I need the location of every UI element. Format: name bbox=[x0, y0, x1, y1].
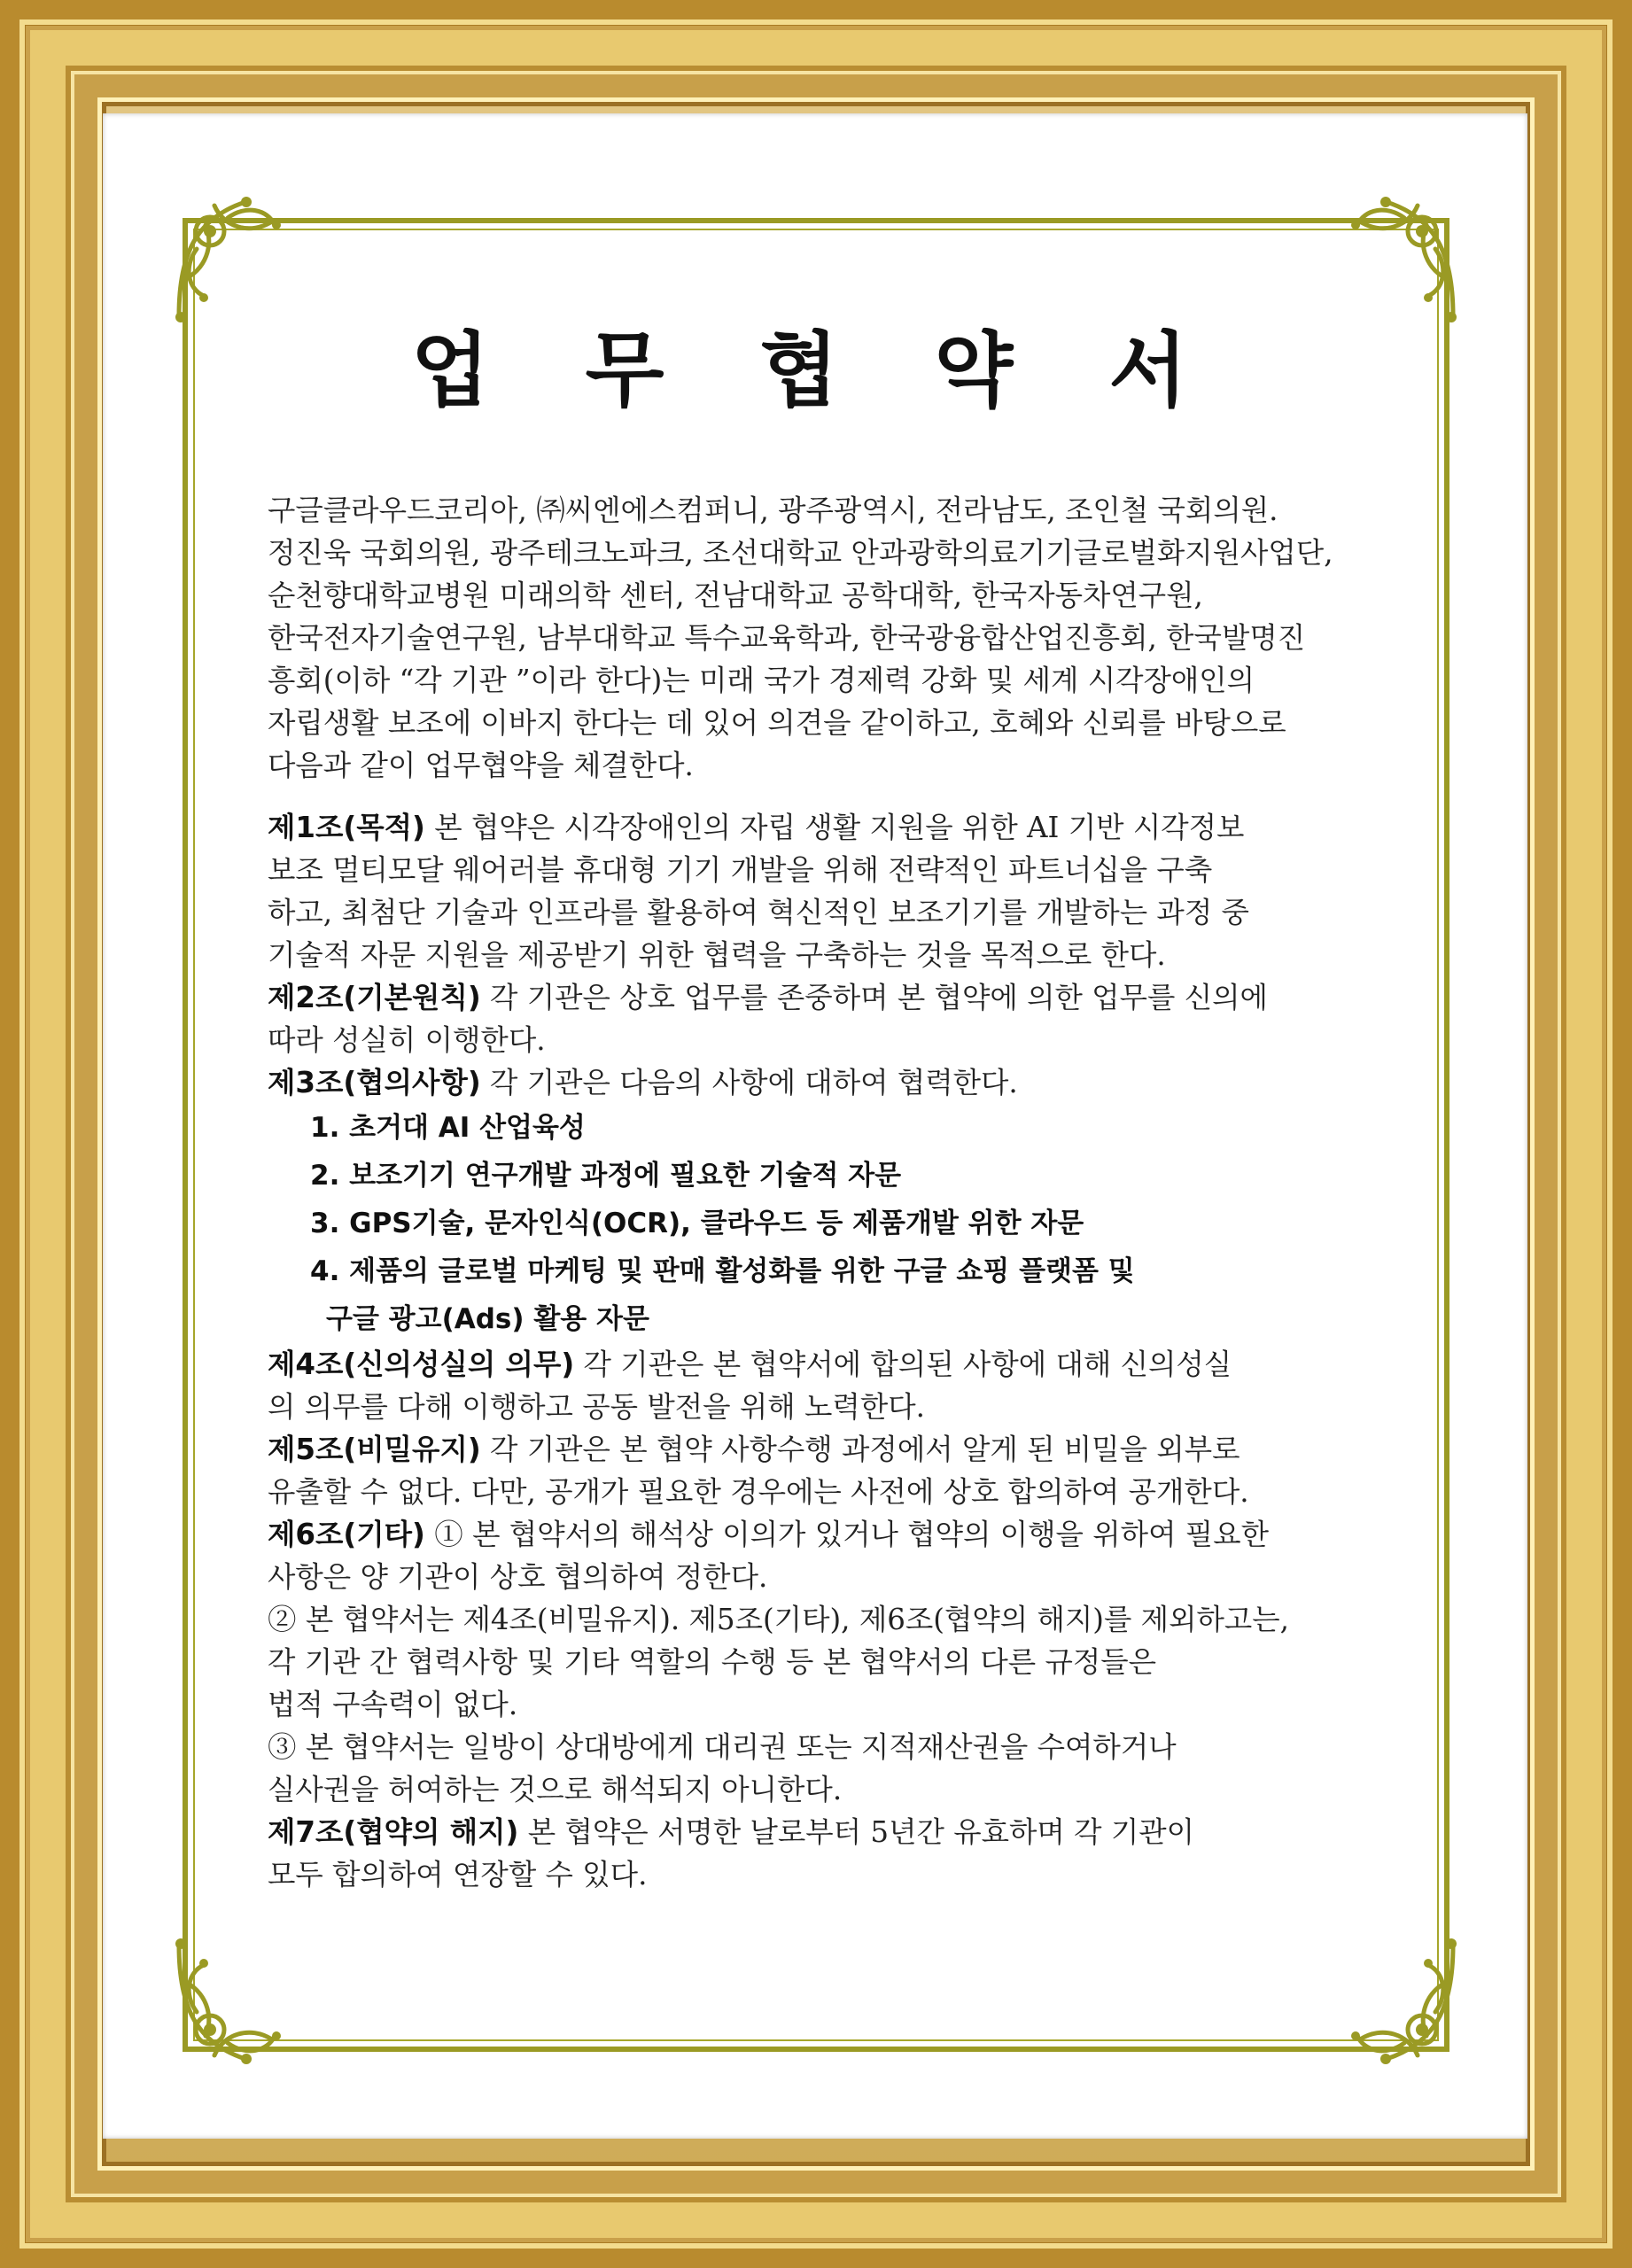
corner-ornament-icon bbox=[161, 183, 312, 333]
document-title: 업 무 협 약 서 bbox=[410, 323, 1222, 418]
article-text: 법적 구속력이 없다. bbox=[268, 1688, 518, 1721]
list-item-continuation: 구글 광고(Ads) 활용 자문 bbox=[326, 1303, 649, 1335]
article-heading: 제2조(기본원칙) bbox=[268, 981, 481, 1014]
article-text: 각 기관은 다음의 사항에 대하여 협력한다. bbox=[480, 1066, 1018, 1099]
preamble-line: 흥회(이하 “각 기관 ”이라 한다)는 미래 국가 경제력 강화 및 세계 시각장애인의 bbox=[268, 664, 1255, 697]
article-heading: 제1조(목적) bbox=[268, 811, 425, 844]
article-text: 각 기관은 본 협약 사항수행 과정에서 알게 된 비밀을 외부로 bbox=[480, 1433, 1240, 1466]
preamble bbox=[268, 489, 1366, 787]
article-text: 기술적 자문 지원을 제공받기 위한 협력을 구축하는 것을 목적으로 한다. bbox=[268, 938, 1166, 972]
article-text: 사항은 양 기관이 상호 협의하여 정한다. bbox=[268, 1560, 768, 1594]
article-heading: 제5조(비밀유지) bbox=[268, 1433, 481, 1466]
article-text: 따라 성실히 이행한다. bbox=[268, 1023, 546, 1057]
article-text: 유출할 수 없다. 다만, 공개가 필요한 경우에는 사전에 상호 합의하여 공개한다. bbox=[268, 1475, 1249, 1509]
article-text: 보조 멀티모달 웨어러블 휴대형 기기 개발을 위해 전략적인 파트너십을 구축 bbox=[268, 853, 1213, 887]
article-1 bbox=[268, 806, 1366, 976]
list-item: 1. 초거대 AI 산업육성 bbox=[310, 1112, 586, 1144]
article-heading: 제7조(협약의 해지) bbox=[268, 1815, 519, 1849]
corner-ornament-icon bbox=[161, 1928, 312, 2078]
agreement-body bbox=[268, 489, 1366, 1896]
preamble-line: 순천향대학교병원 미래의학 센터, 전남대학교 공학대학, 한국자동차연구원, bbox=[268, 579, 1203, 612]
preamble-line: 구글클라우드코리아, ㈜씨엔에스컴퍼니, 광주광역시, 전라남도, 조인철 국회의원. bbox=[268, 493, 1278, 527]
article-text: 본 협약은 서명한 날로부터 5년간 유효하며 각 기관이 bbox=[518, 1815, 1195, 1849]
list-item: 2. 보조기기 연구개발 과정에 필요한 기술적 자문 bbox=[310, 1160, 902, 1192]
corner-ornament-icon bbox=[1320, 183, 1471, 333]
article-text: 실사권을 허여하는 것으로 해석되지 아니한다. bbox=[268, 1773, 843, 1806]
article-text: 각 기관은 상호 업무를 존중하며 본 협약에 의한 업무를 신의에 bbox=[480, 981, 1268, 1014]
article-heading: 제4조(신의성실의 의무) bbox=[268, 1348, 575, 1381]
article-heading: 제3조(협의사항) bbox=[268, 1066, 481, 1099]
article-text: 각 기관은 본 협약서에 합의된 사항에 대해 신의성실 bbox=[574, 1348, 1232, 1381]
preamble-line: 자립생활 보조에 이바지 한다는 데 있어 의견을 같이하고, 호혜와 신뢰를 바탕으로 bbox=[268, 706, 1286, 740]
article-7 bbox=[268, 1811, 1366, 1896]
corner-ornament-icon bbox=[1320, 1928, 1471, 2078]
article-text: ① 본 협약서의 해석상 이의가 있거나 협약의 이행을 위하여 필요한 bbox=[424, 1518, 1269, 1551]
preamble-line: 다음과 같이 업무협약을 체결한다. bbox=[268, 749, 694, 782]
list-item: 4. 제품의 글로벌 마케팅 및 판매 활성화를 위한 구글 쇼핑 플랫폼 및 bbox=[310, 1255, 1135, 1287]
article-text: 본 협약은 시각장애인의 자립 생활 지원을 위한 AI 기반 시각정보 bbox=[424, 811, 1245, 844]
article-heading: 제6조(기타) bbox=[268, 1518, 425, 1551]
list-item: 3. GPS기술, 문자인식(OCR), 클라우드 등 제품개발 위한 자문 bbox=[310, 1208, 1084, 1239]
article-text: 하고, 최첨단 기술과 인프라를 활용하여 혁신적인 보조기기를 개발하는 과정 중 bbox=[268, 896, 1249, 929]
preamble-line: 정진욱 국회의원, 광주테크노파크, 조선대학교 안과광학의료기기글로벌화지원사업단, bbox=[268, 536, 1333, 570]
article-text: 의 의무를 다해 이행하고 공동 발전을 위해 노력한다. bbox=[268, 1390, 925, 1424]
article-text: ③ 본 협약서는 일방이 상대방에게 대리권 또는 지적재산권을 수여하거나 bbox=[268, 1730, 1177, 1764]
preamble-line: 한국전자기술연구원, 남부대학교 특수교육학과, 한국광융합산업진흥회, 한국발명진 bbox=[268, 621, 1306, 655]
article-5 bbox=[268, 1428, 1366, 1513]
article-text: 모두 합의하여 연장할 수 있다. bbox=[268, 1858, 648, 1891]
article-3 bbox=[268, 1061, 1366, 1343]
article-text: 각 기관 간 협력사항 및 기타 역할의 수행 등 본 협약서의 다른 규정들은 bbox=[268, 1645, 1157, 1679]
cooperation-list bbox=[268, 1104, 1366, 1343]
article-6 bbox=[268, 1513, 1366, 1811]
article-2 bbox=[268, 976, 1366, 1061]
article-text: ② 본 협약서는 제4조(비밀유지). 제5조(기타), 제6조(협약의 해지)를 제외하고는, bbox=[268, 1603, 1289, 1636]
article-4 bbox=[268, 1343, 1366, 1428]
